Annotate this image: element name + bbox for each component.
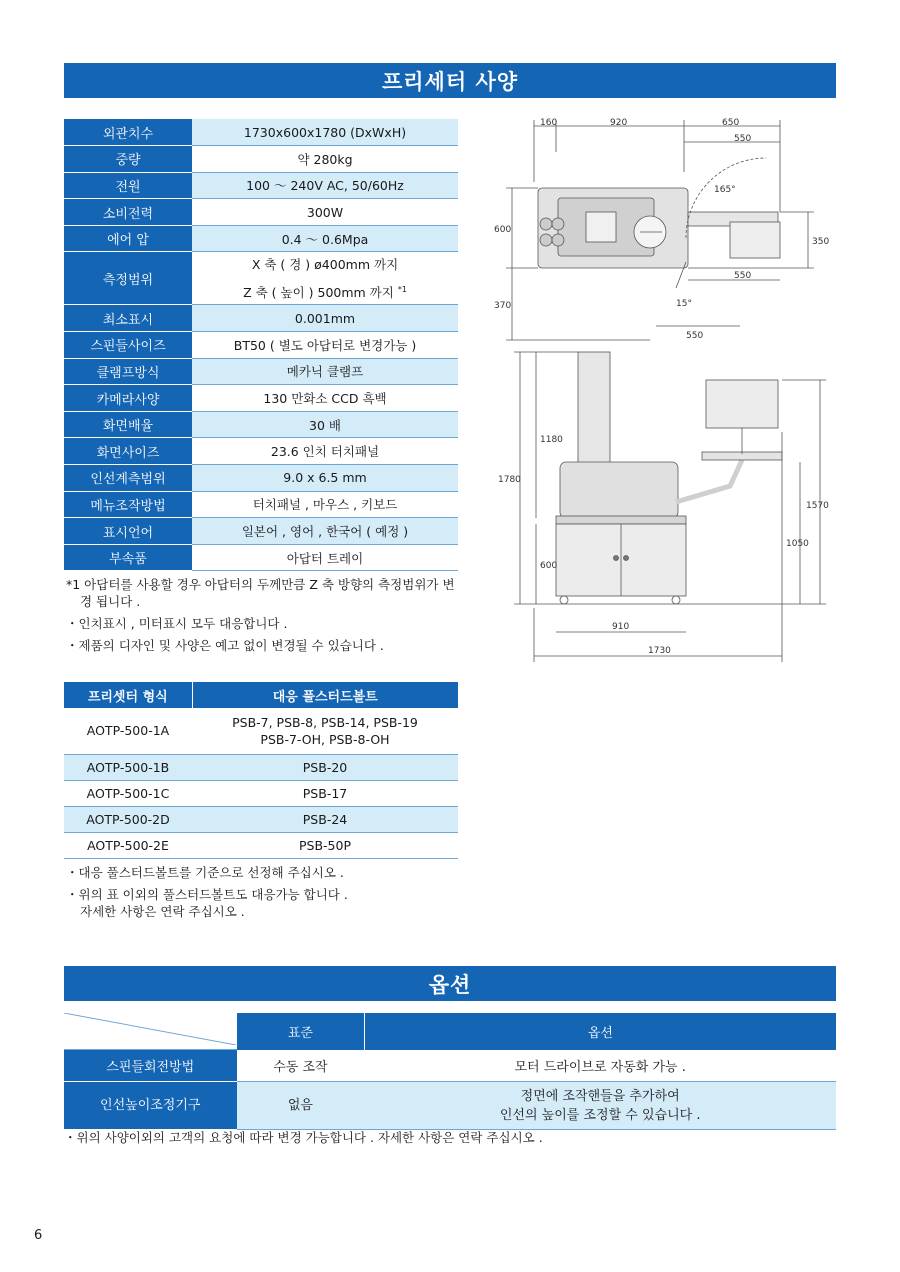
spec-value: 300W: [192, 199, 458, 226]
bolt-cell: PSB-20: [192, 754, 458, 780]
dim-label: 600: [540, 561, 558, 571]
options-note: ・위의 사양이외의 고객의 요청에 따라 변경 가능합니다 . 자세한 사항은 연락 주십시오 .: [64, 1130, 543, 1145]
note-design-change: ・제품의 디자인 및 사양은 예고 없이 변경될 수 있습니다 .: [66, 638, 384, 653]
measure-z: Z 축 ( 높이 ) 500mm 까지: [243, 285, 394, 301]
dim-label: 1570: [806, 501, 829, 511]
measure-x: X 축 ( 경 ) ø400mm 까지: [251, 257, 399, 273]
model-table: [64, 682, 458, 859]
spec-value: 1730x600x1780 (DxWxH): [192, 119, 458, 146]
option-label: 스핀들회전방법: [64, 1050, 237, 1082]
spec-value: 130 만화소 CCD 흑백: [192, 385, 458, 412]
model-notes: [66, 864, 486, 920]
dim-label: 550: [686, 331, 704, 341]
bolt-line: PSB-7, PSB-8, PSB-14, PSB-19: [232, 714, 418, 730]
table-row: [64, 754, 458, 780]
spec-label: 중량: [64, 146, 192, 173]
spec-row: [64, 305, 458, 332]
spec-label: 표시언어: [64, 518, 192, 545]
dim-label: 1050: [786, 539, 809, 549]
spec-row: [64, 332, 458, 359]
spec-row: [64, 172, 458, 199]
spec-label: 측정범위: [64, 252, 192, 305]
model-cell: AOTP-500-2E: [64, 832, 192, 858]
dim-label: 910: [612, 622, 630, 632]
dim-label: 550: [734, 271, 752, 281]
spec-row: [64, 225, 458, 252]
model-cell: AOTP-500-1B: [64, 754, 192, 780]
footnote-mark: *1: [397, 285, 407, 295]
note-other-bolts: ・위의 표 이외의 풀스터드볼트도 대응가능 합니다 .: [66, 887, 348, 902]
corner-cell: [64, 1013, 237, 1050]
spec-row: [64, 119, 458, 146]
option-cell: [364, 1082, 836, 1130]
standard-cell: 수동 조작: [237, 1050, 365, 1082]
model-header: 프리셋터 형식: [64, 682, 192, 708]
spec-row: [64, 438, 458, 465]
spec-value: 터치패널 , 마우스 , 키보드: [192, 491, 458, 518]
model-cell: AOTP-500-1C: [64, 780, 192, 806]
spec-row: [64, 199, 458, 226]
options-table: [64, 1013, 836, 1130]
spec-value: 약 280kg: [192, 146, 458, 173]
options-section-title: 옵션: [64, 966, 836, 1001]
spec-label: 전원: [64, 172, 192, 199]
side-view-drawing: [514, 352, 826, 662]
spec-row: [64, 465, 458, 492]
dim-label: 650: [722, 118, 740, 128]
option-cell: 모터 드라이브로 자동화 가능 .: [364, 1050, 836, 1082]
standard-cell: 없음: [237, 1082, 365, 1130]
table-row: [64, 780, 458, 806]
note-contact: 자세한 사항은 연락 주십시오 .: [80, 904, 245, 919]
bolt-cell: PSB-24: [192, 806, 458, 832]
bolt-line: PSB-7-OH, PSB-8-OH: [260, 731, 390, 747]
dim-label: 160: [540, 118, 558, 128]
table-row: [64, 708, 458, 754]
bolt-cell: PSB-50P: [192, 832, 458, 858]
bolt-header: 대응 풀스터드볼트: [192, 682, 458, 708]
spec-row: [64, 358, 458, 385]
spec-label: 화면배율: [64, 411, 192, 438]
spec-value: BT50 ( 별도 아답터로 변경가능 ): [192, 332, 458, 359]
spec-value: 9.0 x 6.5 mm: [192, 465, 458, 492]
spec-row: [64, 252, 458, 305]
dim-label: 1780: [498, 475, 521, 485]
spec-value: 23.6 인치 터치패널: [192, 438, 458, 465]
option-line: 인선의 높이를 조정할 수 있습니다 .: [499, 1107, 701, 1123]
model-cell: AOTP-500-1A: [64, 708, 192, 754]
spec-value: 100 ～ 240V AC, 50/60Hz: [192, 172, 458, 199]
spec-label: 인선계측범위: [64, 465, 192, 492]
spec-label: 스핀들사이즈: [64, 332, 192, 359]
note-adapter-line1: *1 아답터를 사용할 경우 아답터의 두께만큼 Z 축 방향의 측정범위가 변: [66, 577, 455, 592]
spec-value: 일본어 , 영어 , 한국어 ( 예정 ): [192, 518, 458, 545]
spec-table: [64, 119, 458, 571]
spec-row: [64, 491, 458, 518]
dim-label: 1730: [648, 646, 671, 656]
diagonal-line: [64, 1013, 236, 1045]
spec-value-measurement-range: [192, 252, 458, 305]
top-view-drawing: [506, 120, 814, 340]
dim-label: 600: [494, 225, 512, 235]
spec-value: 0.4 ～ 0.6Mpa: [192, 225, 458, 252]
note-select-bolt: ・대응 풀스터드볼트를 기준으로 선정해 주십시오 .: [66, 865, 344, 880]
spec-label: 최소표시: [64, 305, 192, 332]
spec-label: 소비전력: [64, 199, 192, 226]
table-row: [64, 1082, 836, 1130]
spec-label: 에어 압: [64, 225, 192, 252]
option-header: 옵션: [364, 1013, 836, 1050]
note-adapter-line2: 경 됩니다 .: [80, 594, 141, 609]
spec-value: 메카닉 클램프: [192, 358, 458, 385]
spec-value: 0.001mm: [192, 305, 458, 332]
page-number: 6: [34, 1228, 43, 1243]
spec-value: 30 배: [192, 411, 458, 438]
spec-row: [64, 544, 458, 571]
dim-label: 1180: [540, 435, 563, 445]
bolt-cell: [192, 708, 458, 754]
spec-row: [64, 146, 458, 173]
spec-row: [64, 518, 458, 545]
model-cell: AOTP-500-2D: [64, 806, 192, 832]
spec-label: 클램프방식: [64, 358, 192, 385]
option-label: 인선높이조정기구: [64, 1082, 237, 1130]
dim-label: 920: [610, 118, 628, 128]
dim-label: 350: [812, 237, 830, 247]
spec-notes: [66, 576, 466, 659]
spec-label: 카메라사양: [64, 385, 192, 412]
dim-label: 550: [734, 134, 752, 144]
dim-label: 15°: [676, 299, 692, 309]
dim-label: 165°: [714, 185, 736, 195]
bolt-cell: PSB-17: [192, 780, 458, 806]
table-row: [64, 1050, 836, 1082]
dimension-drawings: [490, 112, 840, 672]
spec-label: 화면사이즈: [64, 438, 192, 465]
table-row: [64, 806, 458, 832]
table-row: [64, 832, 458, 858]
spec-label: 메뉴조작방법: [64, 491, 192, 518]
option-line: 정면에 조작핸들을 추가하여: [520, 1088, 680, 1104]
note-units: ・인치표시 , 미터표시 모두 대응합니다 .: [66, 616, 288, 631]
dim-label: 370: [494, 301, 512, 311]
spec-section-title: 프리세터 사양: [64, 63, 836, 98]
spec-row: [64, 411, 458, 438]
spec-value: 아답터 트레이: [192, 544, 458, 571]
spec-label: 외관치수: [64, 119, 192, 146]
standard-header: 표준: [237, 1013, 365, 1050]
spec-label: 부속품: [64, 544, 192, 571]
spec-row: [64, 385, 458, 412]
